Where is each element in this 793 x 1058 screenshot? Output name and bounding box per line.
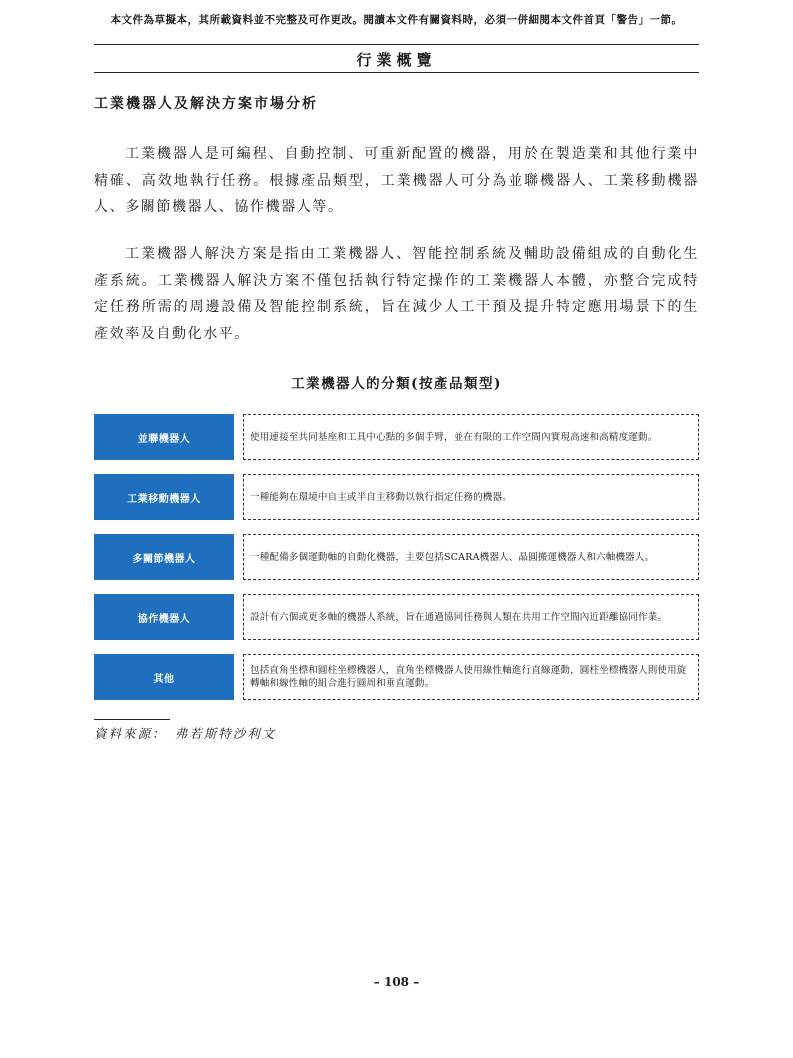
- header-rule-bottom: [94, 72, 699, 73]
- source-divider: [94, 719, 170, 720]
- classification-row: [94, 474, 699, 520]
- header-rule-top: [94, 44, 699, 45]
- draft-disclaimer: 本文件為草擬本，其所載資料並不完整及可作更改。閱讀本文件有關資料時，必須一併細閱本文件首頁「警告」一節。: [110, 14, 683, 26]
- classification-row: [94, 654, 699, 700]
- row-label-articulated-robot: 多關節機器人: [94, 534, 234, 580]
- classification-title: 工業機器人的分類(按產品類型): [291, 376, 502, 392]
- row-description: 使用連接至共同基座和工具中心點的多個手臂，並在有限的工作空間內實現高速和高精度運動。: [243, 414, 699, 460]
- page-number: – 108 –: [373, 975, 420, 989]
- row-label-parallel-robot: 並聯機器人: [94, 414, 234, 460]
- article-heading: 工業機器人及解決方案市場分析: [94, 96, 318, 112]
- row-description: 包括直角坐標和圓柱坐標機器人，直角坐標機器人使用線性軸進行直線運動，圓柱坐標機器人則使用旋轉軸和線性軸的組合進行圓周和垂直運動。: [243, 654, 699, 700]
- paragraph-definition: 工業機器人是可編程、自動控制、可重新配置的機器，用於在製造業和其他行業中精確、高效地執行任務。根據產品類型，工業機器人可分為並聯機器人、工業移動機器人、多關節機器人、協作機器人等。: [94, 146, 699, 215]
- source-note: 資料來源： 弗若斯特沙利文: [94, 726, 277, 741]
- row-description: 一種配備多個運動軸的自動化機器，主要包括SCARA機器人、晶圓搬運機器人和六軸機器人。: [243, 534, 699, 580]
- classification-row: [94, 594, 699, 640]
- classification-row: [94, 534, 699, 580]
- paragraph-solutions: 工業機器人解決方案是指由工業機器人、智能控制系統及輔助設備組成的自動化生產系統。工業機器人解決方案不僅包括執行特定操作的工業機器人本體，亦整合完成特定任務所需的周邊設備及智能控制系統，旨在減少人工干預及提升特定應用場景下的生產效率及自動化水平。: [94, 246, 699, 342]
- section-title: 行業概覽: [356, 51, 437, 69]
- row-description: 設計有六個或更多軸的機器人系統，旨在通過協同任務與人類在共用工作空間內近距離協同作業。: [243, 594, 699, 640]
- classification-row: [94, 414, 699, 460]
- row-label-others: 其他: [94, 654, 234, 700]
- row-description: 一種能夠在環境中自主或半自主移動以執行指定任務的機器。: [243, 474, 699, 520]
- row-label-collaborative-robot: 協作機器人: [94, 594, 234, 640]
- row-label-mobile-robot: 工業移動機器人: [94, 474, 234, 520]
